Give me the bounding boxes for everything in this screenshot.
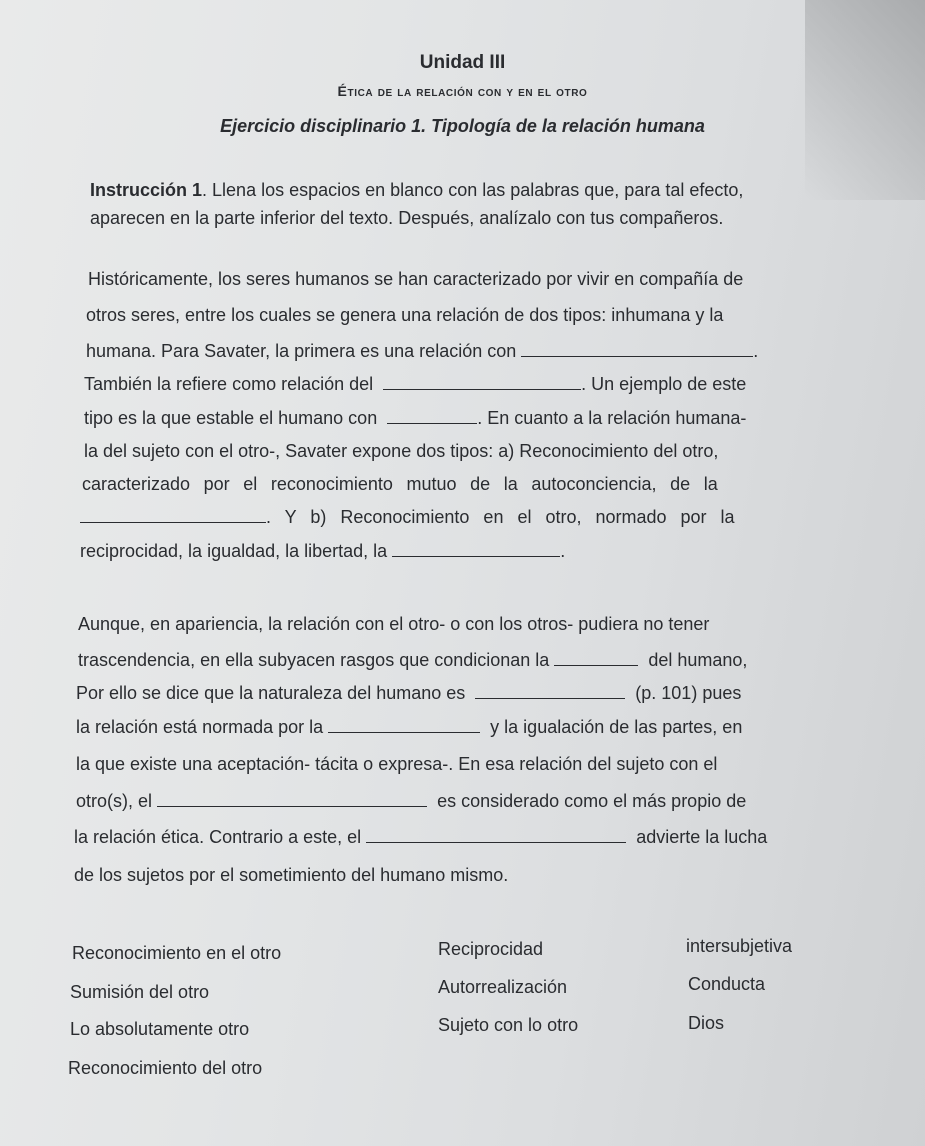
blank-9[interactable] <box>157 790 427 807</box>
word-bank-item: Autorrealización <box>438 977 568 997</box>
word-bank-item: Conducta <box>688 974 766 994</box>
unit-subtitle: Ética de la relación con y en el otro <box>337 83 588 99</box>
p2-line-2: trascendencia, en ella subyacen rasgos que condicionan la del humano, <box>78 650 748 670</box>
instruction-text: . Llena los espacios en blanco con las palabras que, para tal efecto, <box>202 180 744 200</box>
word-bank-item: Reconocimiento del otro <box>68 1058 263 1078</box>
p2-line-3: Por ello se dice que la naturaleza del humano es (p. 101) pues <box>76 683 742 703</box>
instruction-line-2: aparecen en la parte inferior del texto. Después, analízalo con tus compañeros. <box>90 208 724 228</box>
instruction-line-1 <box>90 179 743 201</box>
blank-2[interactable] <box>383 373 581 390</box>
p1-line-9: reciprocidad, la igualdad, la libertad, la . <box>80 541 566 561</box>
word-bank-item: Sujeto con lo otro <box>438 1015 579 1035</box>
blank-3[interactable] <box>387 407 477 424</box>
unit-title: Unidad III <box>419 52 506 73</box>
p1-line-3: humana. Para Savater, la primera es una relación con . <box>86 341 759 361</box>
p1-line-4: También la refiere como relación del . Un ejemplo de este <box>84 374 747 394</box>
word-bank-item: Lo absolutamente otro <box>70 1019 250 1039</box>
word-bank-item: Dios <box>688 1013 725 1033</box>
p2-line-8: de los sujetos por el sometimiento del humano mismo. <box>74 865 509 885</box>
blank-6[interactable] <box>554 649 638 666</box>
p1-line-2: otros seres, entre los cuales se genera una relación de dos tipos: inhumana y la <box>86 305 724 325</box>
blank-5[interactable] <box>392 540 560 557</box>
p2-line-1: Aunque, en apariencia, la relación con el otro- o con los otros- pudiera no tener <box>78 614 710 634</box>
exercise-title: Ejercicio disciplinario 1. Tipología de la relación humana <box>220 116 705 136</box>
p2-line-7: la relación ética. Contrario a este, el advierte la lucha <box>74 827 768 847</box>
p1-line-1: Históricamente, los seres humanos se han caracterizado por vivir en compañía de <box>88 269 744 289</box>
p1-line-7: caracterizado por el reconocimiento mutuo de la autoconciencia, de la <box>82 474 718 494</box>
p1-line-8: . Y b) Reconocimiento en el otro, normado por la <box>80 506 735 528</box>
p1-line-6: la del sujeto con el otro-, Savater expone dos tipos: a) Reconocimiento del otro, <box>84 441 719 461</box>
word-bank-item: Reciprocidad <box>438 939 544 959</box>
instruction-label: Instrucción 1 <box>90 180 203 200</box>
p1-line-5: tipo es la que estable el humano con . En cuanto a la relación humana- <box>84 408 747 428</box>
word-bank-item: Reconocimiento en el otro <box>72 943 282 963</box>
blank-10[interactable] <box>366 826 626 843</box>
p2-line-6: otro(s), el es considerado como el más propio de <box>76 791 747 811</box>
p2-line-5: la que existe una aceptación- tácita o expresa-. En esa relación del sujeto con el <box>76 754 718 774</box>
blank-8[interactable] <box>328 716 480 733</box>
p2-line-4: la relación está normada por la y la igualación de las partes, en <box>76 717 743 737</box>
blank-1[interactable] <box>521 340 753 357</box>
word-bank-item: intersubjetiva <box>686 936 793 956</box>
blank-4[interactable] <box>80 506 266 523</box>
word-bank-item: Sumisión del otro <box>70 982 210 1002</box>
blank-7[interactable] <box>475 682 625 699</box>
